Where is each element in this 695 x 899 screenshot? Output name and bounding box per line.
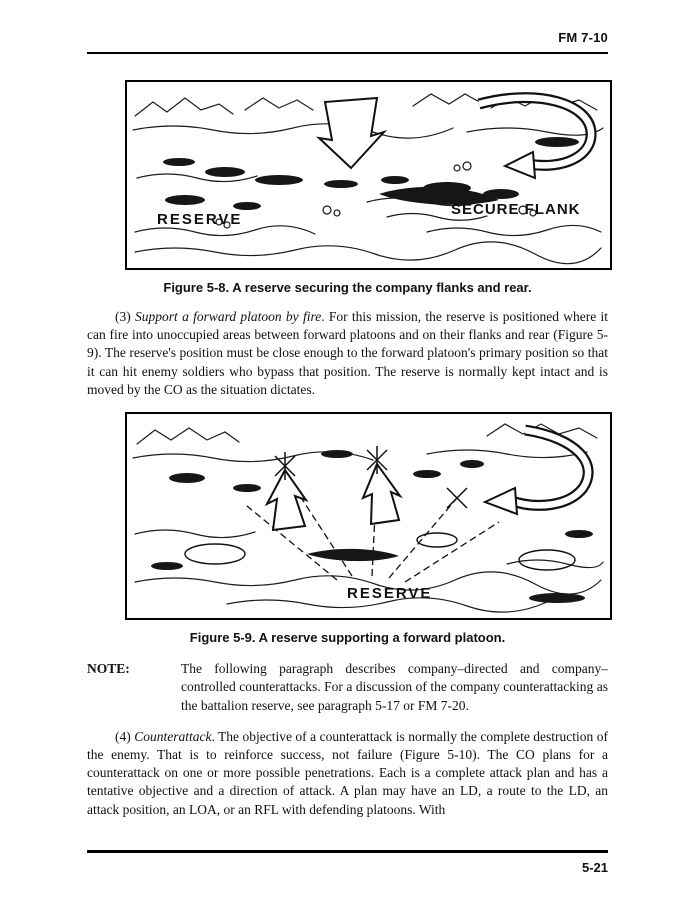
page-header	[87, 30, 608, 45]
paragraph-4-body: . The objective of a counterattack is normally the complete destruction of the enemy. That is to reinforce success, not failure (Figure 5-10). The CO plans for a counterattack on one or more possible penetrations. Each is a complete attack plan and has a tentative objective and a direction of attack. A plan may have an LD, a route to the LD, an attack position, an LOA, or an RFL with defending platoons. With	[87, 728, 608, 817]
vegetation-clumps	[163, 137, 579, 210]
counterfire-arrow-left	[267, 470, 306, 530]
footer-page-number: 5-21	[581, 860, 608, 875]
secure-flank-hook-arrow	[479, 98, 591, 178]
fig58-secure-flank-label: SECURE FLANK	[451, 201, 581, 218]
paragraph-3-emphasis: Support a forward platoon by fire	[135, 309, 322, 324]
figure-5-8-caption: Figure 5-8. A reserve securing the company flanks and rear.	[163, 280, 532, 295]
fig58-reserve-label: RESERVE	[157, 211, 243, 228]
terrain-lines	[133, 424, 603, 612]
header-rule	[87, 52, 608, 54]
note-text: The following paragraph describes company–directed and company–controlled counterattacks. For a discussion of the company counterattacking as the battalion reserve, see paragraph 5-17 or FM 7-20.	[181, 661, 608, 713]
paragraph-4-emphasis: Counterattack	[134, 728, 212, 744]
paragraph-4-number: (4)	[115, 728, 135, 744]
note-label: NOTE:	[87, 661, 130, 677]
figure-5-9-caption: Figure 5-9. A reserve supporting a forward platoon.	[189, 630, 506, 646]
header-doc-number: FM 7-10	[558, 30, 608, 45]
fig59-reserve-label: RESERVE	[347, 585, 433, 603]
footer-rule	[87, 850, 608, 853]
paragraph-3-number: (3)	[115, 309, 136, 324]
paragraph-4	[87, 728, 608, 819]
figure-5-9	[125, 412, 612, 620]
figure-5-8	[125, 80, 612, 270]
figure-5-8-illustration	[127, 82, 610, 268]
enemy-hook-arrow	[485, 430, 588, 514]
page-footer	[87, 850, 608, 875]
paragraph-3-body: . For this mission, the reserve is positioned where it can fire into unoccupied areas between forward platoons and on their flanks and rear (Figure 5-9). The reserve's position must be close enough to the forward platoon's primary position so that it can hit enemy soldiers who bypass that position. The reserve is normally kept intact and is moved by the CO as the situation dictates.	[87, 309, 608, 397]
counterfire-arrow-right	[363, 464, 400, 524]
figure-5-9-illustration	[127, 414, 610, 618]
paragraph-3	[87, 308, 608, 399]
note-block	[87, 660, 608, 715]
